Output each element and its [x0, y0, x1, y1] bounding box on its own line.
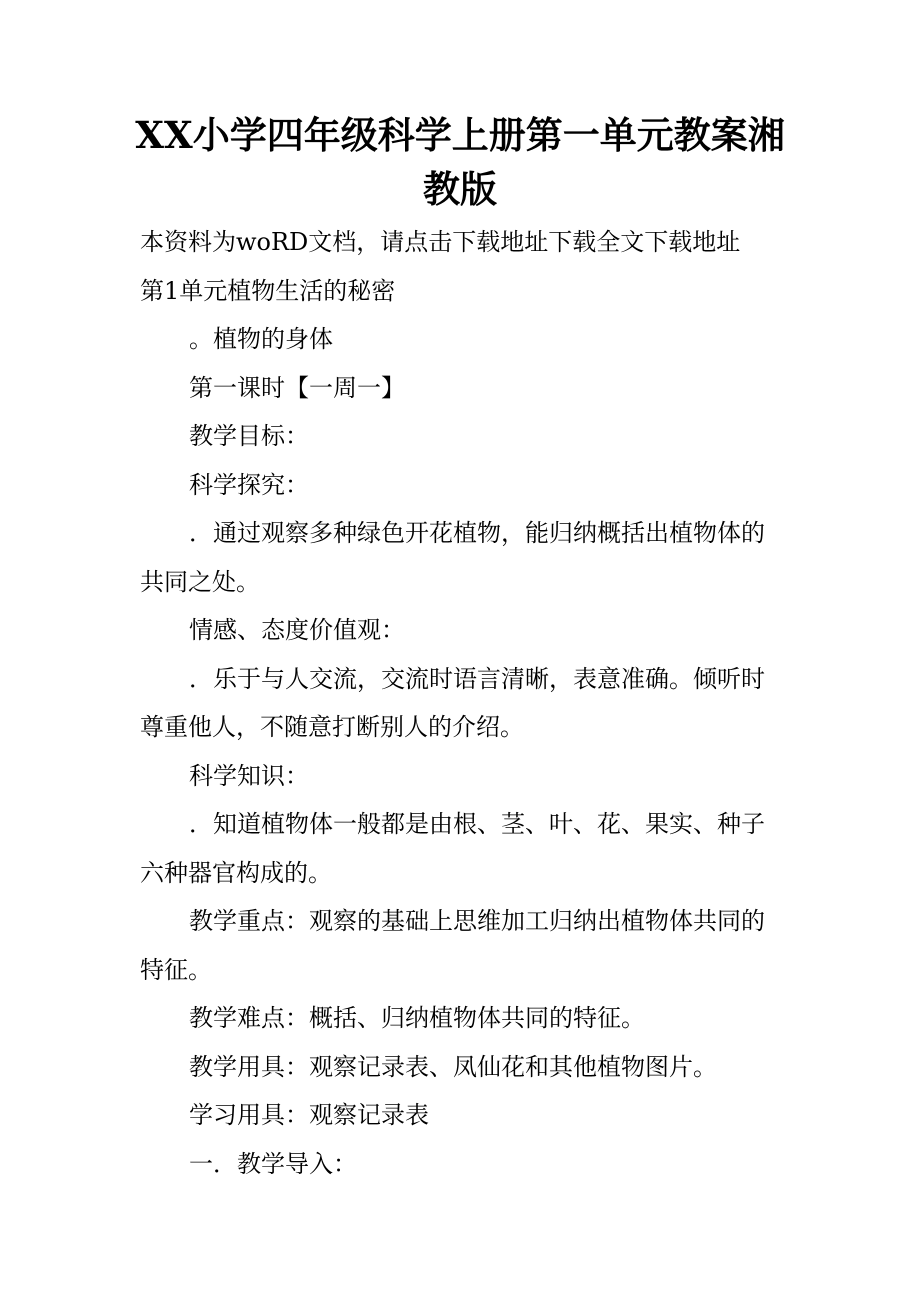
paragraph-difficult-point: 教学难点：概括、归纳植物体共同的特征。 — [189, 1004, 645, 1032]
paragraph-download-note: 本资料为woRD文档，请点击下载地址下载全文下载地址 — [140, 228, 741, 256]
paragraph-key-point: 教学重点：观察的基础上思维加工归纳出植物体共同的特征。 — [140, 907, 765, 984]
paragraph-unit-title: 第1单元植物生活的秘密 — [140, 276, 396, 305]
paragraph-knowledge-item: ．知道植物体一般都是由根、茎、叶、花、果实、种子六种器官构成的。 — [140, 810, 765, 887]
paragraph-science-inquiry: 科学探究： — [189, 470, 309, 499]
paragraph-lesson-title: 。植物的身体 — [189, 325, 333, 353]
paragraph-teaching-goals: 教学目标： — [189, 422, 309, 450]
paragraph-science-knowledge: 科学知识： — [189, 761, 309, 790]
paragraph-learning-tools: 学习用具：观察记录表 — [189, 1101, 429, 1129]
paragraph-inquiry-item: ．通过观察多种绿色开花植物，能归纳概括出植物体的共同之处。 — [140, 519, 765, 596]
document-body — [140, 218, 785, 1188]
paragraph-teaching-tools: 教学用具：观察记录表、凤仙花和其他植物图片。 — [189, 1052, 717, 1081]
paragraph-teaching-intro: 一．教学导入： — [189, 1149, 357, 1178]
paragraph-attitude-item: ．乐于与人交流，交流时语言清晰，表意准确。倾听时尊重他人，不随意打断别人的介绍。 — [140, 664, 765, 741]
paragraph-attitude-values: 情感、态度价值观： — [189, 616, 405, 644]
document-title: XX小学四年级科学上册第一单元教案湘教版 — [135, 113, 785, 211]
paragraph-first-period: 第一课时【一周一】 — [189, 373, 405, 402]
